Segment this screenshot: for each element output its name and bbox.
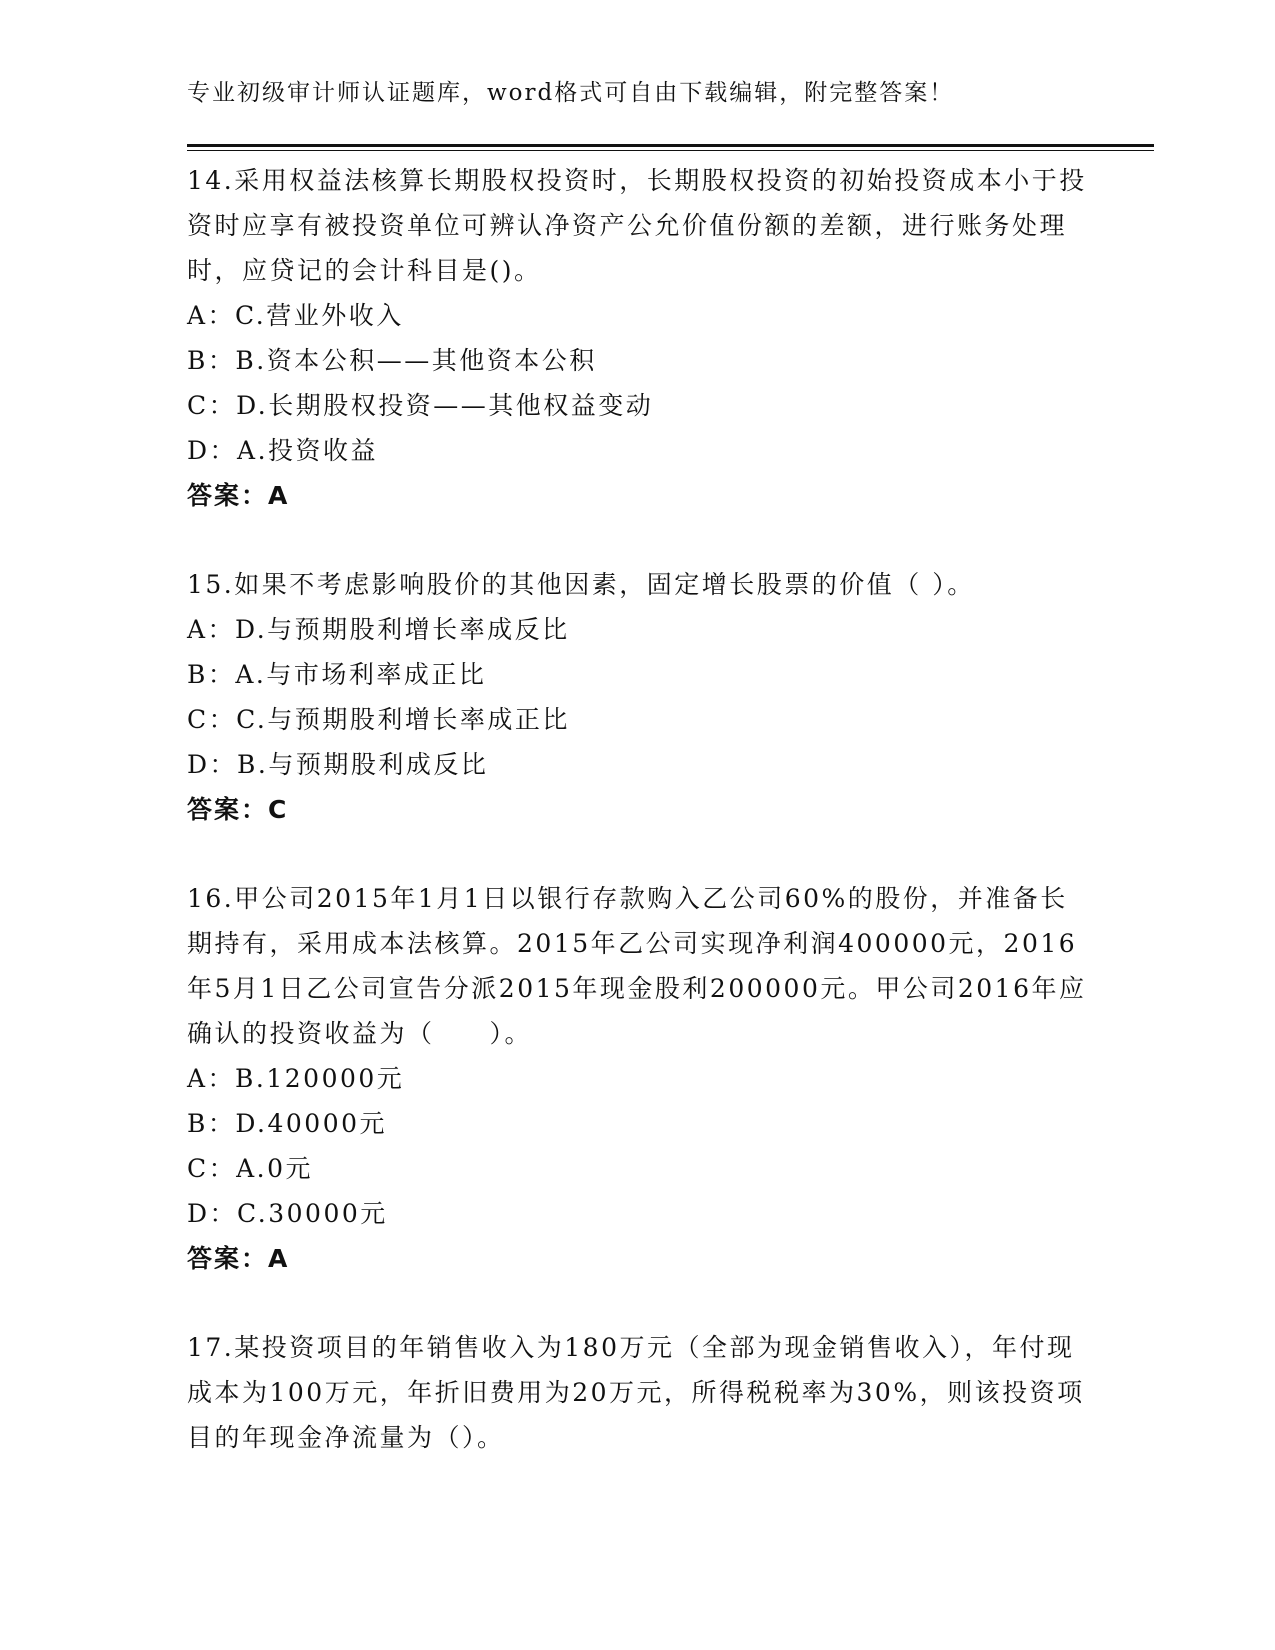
option-a: A：B.120000元 <box>187 1064 405 1093</box>
answer-line: 答案：A <box>187 481 290 510</box>
question-text: 15.如果不考虑影响股价的其他因素，固定增长股票的价值（ ）。 <box>187 570 975 599</box>
option-d: D：C.30000元 <box>187 1199 388 1228</box>
question-14 <box>187 158 1087 518</box>
option-d: D：A.投资收益 <box>187 436 379 465</box>
option-b: B：A.与市场利率成正比 <box>187 660 487 689</box>
question-text: 16.甲公司2015年1月1日以银行存款购入乙公司60%的股份，并准备长期持有，采用成本法核算。2015年乙公司实现净利润400000元，2016年5月1日乙公司宣告分派2015年现金股利200000元。甲公司2016年应确认的投资收益为（ ）。 <box>187 884 1087 1048</box>
option-b: B：D.40000元 <box>187 1109 388 1138</box>
page-header: 专业初级审计师认证题库，word格式可自由下载编辑，附完整答案！ <box>187 80 955 106</box>
option-c: C：D.长期股权投资——其他权益变动 <box>187 391 654 420</box>
answer-line: 答案：A <box>187 1244 290 1273</box>
option-a: A：C.营业外收入 <box>187 301 404 330</box>
answer-line: 答案：C <box>187 795 289 824</box>
question-15 <box>187 562 1087 832</box>
option-c: C：A.0元 <box>187 1154 314 1183</box>
question-17 <box>187 1325 1087 1460</box>
option-b: B：B.资本公积——其他资本公积 <box>187 346 597 375</box>
question-list <box>187 158 1087 1504</box>
header-rule-thick <box>187 144 1154 147</box>
option-d: D：B.与预期股利成反比 <box>187 750 489 779</box>
question-text: 14.采用权益法核算长期股权投资时，长期股权投资的初始投资成本小于投资时应享有被投资单位可辨认净资产公允价值份额的差额，进行账务处理时，应贷记的会计科目是()。 <box>187 166 1087 285</box>
question-text: 17.某投资项目的年销售收入为180万元（全部为现金销售收入），年付现成本为100万元，年折旧费用为20万元，所得税税率为30%，则该投资项目的年现金净流量为（）。 <box>187 1333 1085 1452</box>
question-16 <box>187 876 1087 1281</box>
header-rule-thin <box>187 150 1154 151</box>
option-a: A：D.与预期股利增长率成反比 <box>187 615 570 644</box>
option-c: C：C.与预期股利增长率成正比 <box>187 705 570 734</box>
